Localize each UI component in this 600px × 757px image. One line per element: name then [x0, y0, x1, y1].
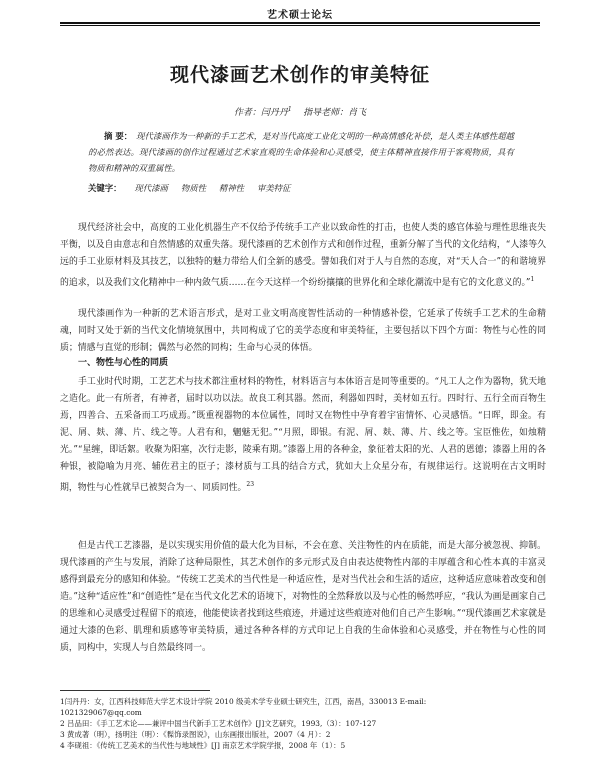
footnote-rule — [60, 690, 210, 691]
keywords — [88, 182, 514, 194]
header-rule-thick — [60, 22, 540, 24]
header-rule-thin — [60, 25, 540, 26]
section-heading-1: 一、物性与心性的同质 — [78, 358, 169, 368]
footnote-mark: 1 — [530, 276, 535, 283]
body-paragraph-4 — [60, 538, 546, 657]
article-title: 现代漆画艺术创作的审美特征 — [169, 64, 430, 86]
body-paragraph-3-text: 手工业时代时期，工艺艺术与技术都注重材料的物性，材料语言与本体语言是同等重要的。“凡工人之作为器物，犹天地之造化。此一有所者，有神者，届时以功以法。故良工利其器。然而，利器如四时，美材如五行。四时行、五行全而百物生焉，四善合、五采备而工巧成焉。”既重视器物的本位属性，同时又在物性中孕育着宇宙情怀、心灵感悟。“日晖，即金。有泥、屑、麸、薄、片、线之等。人君有和，魍魅无犯。”“月照，即银。有泥、屑、麸、薄、片、线之等。宝臣惟佐，如烛精光。”“星缠，即话絮。收聚为阳塞，次行走影，陵乘有期。”漆器上用的各种金，象征着太阳的光、人君的恩德；漆器上用的各种银，被隐喻为月亮、辅佐君主的臣子；漆材质与工具的结合方式，犹如大上众星分布，有规律运行。这说明在古文明时期，物性与心性就早已被契合为一、同质同性。 — [60, 377, 546, 493]
abstract — [88, 128, 514, 176]
footnote-3: 3 黄成著（明），扬明注（明）：《髹饰录图说》，山东画报出版社，2007（4 月）：2 — [60, 730, 331, 739]
body-paragraph-4-text: 但是古代工艺漆器，是以实现实用价值的最大化为目标，不会在意、关注物性的内在质能，而是大部分被忽视、抑制。现代漆画的产生与发展，消除了这种局限性，其艺术创作的多元形式及自由表达使物性内部的丰厚蕴含和心性本真的丰富灵感得到最充分的感知和体验。“传统工艺美术的当代性是一种适应性，是对当代社会和生活的适应，这种适应意味着改变和创造。”这种“适应性”和“创造性”是在当代文化艺术的语境下，对物性的全然释放以及与心性的畅然呼应，“我认为画是画家自己的思维和心灵感受过程留下的痕迹，他能使读者找到这些痕迹，并通过这些痕迹对他们自己产生影响。”“现代漆画艺术家就是通过大漆的色彩、肌理和质感等审美特质，通过各种各样的方式印记上自我的生命体验和心灵感受，并在物性与心性的同质，同构中，实现人与自然最终同一。 — [60, 541, 546, 653]
author-line — [60, 105, 540, 118]
footnote-4: 4 李砚祖：《传统工艺美术的当代性与地域性》[J] 南京艺术学院学报，2008 年（1）：5 — [60, 741, 346, 750]
footnote-1-text: 1闫丹丹：女，江西科技师范大学艺术设计学院 2010 级美术学专业硕士研究生，江西，南昌，330013 E-mail: — [60, 697, 427, 706]
author-name: 作者：闫丹丹 — [233, 108, 288, 118]
abstract-label: 摘 要： — [104, 131, 133, 141]
keyword-item: 现代漆画 — [134, 183, 168, 193]
body-paragraph-3 — [60, 374, 546, 497]
journal-running-head: 艺术硕士论坛 — [267, 10, 333, 21]
author-footnote-mark: 1 — [287, 106, 292, 113]
keyword-item: 审美特征 — [256, 183, 291, 193]
footnote-2: 2 吕品田：《手工艺术论——兼评中国当代新手工艺术创作》[J]文艺研究，1993,（3）：107-127 — [60, 719, 377, 728]
body-paragraph-2-text: 现代漆画作为一种新的艺术语言形式，是对工业文明高度智性活动的一种情感补偿，它延承了传统手工艺术的生命精魂，同时又处于新的当代文化情境氛围中，共同构成了它的美学态度和审美特征，主要包括以下四个方面：物性与心性的同质；情感与直觉的形制；偶然与必然的同构；生命与心灵的体悟。 — [60, 309, 546, 353]
advisor-name: 指导老师：肖飞 — [303, 108, 367, 118]
body-paragraph-1 — [60, 220, 546, 292]
abstract-text: 现代漆画作为一种新的手工艺术，是对当代高度工业化文明的一种高情感化补偿，是人类主体感性超越的必然表达。现代漆画的创作过程通过艺术家直观的生命体验和心灵感受，使主体精神直接作用于客观物质，具有物质和精神的双重属性。 — [88, 131, 515, 173]
footnote-1 — [60, 696, 546, 718]
footnote-1-email: 1021329067@qq.com — [60, 708, 142, 717]
footnote-mark: 3 — [250, 481, 255, 488]
body-paragraph-1-text: 现代经济社会中，高度的工业化机器生产不仅给予传统手工产业以致命性的打击，也使人类的感官体验与理性思维丧失平衡，以及自由意志和自然情感的双重失落。现代漆画的艺术创作方式和创作过程，重新分解了当代的文化结构，“人漆等久远的手工业原材料及其技艺，以独特的魅力带给人们全新的感受。譬如我们对于人与自然的态度，对“天人合一”的和谐境界的追求，以及我们文化精神中一种内敛气质……在今天这样一个纷纷攘攘的世界化和全球化潮流中是有它的文化意义的。” — [60, 223, 546, 288]
footnote-mark: 2 — [246, 481, 251, 488]
keyword-item: 精神性 — [218, 183, 245, 193]
body-paragraph-2 — [60, 306, 546, 357]
keyword-item: 物质性 — [180, 183, 206, 193]
keywords-label: 关键字： — [88, 183, 122, 193]
